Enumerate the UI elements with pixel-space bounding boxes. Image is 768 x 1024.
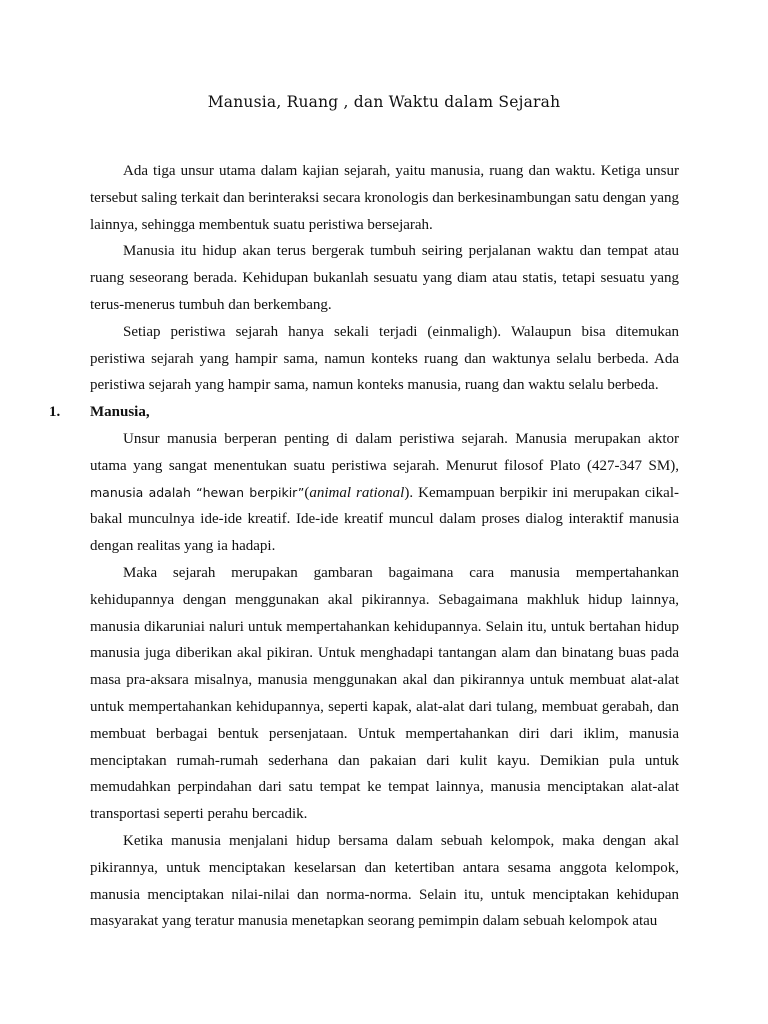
document-body <box>49 158 679 935</box>
section1-paragraph-3: Ketika manusia menjalani hidup bersama dalam sebuah kelompok, maka dengan akal pikirannya, untuk menciptakan keselarsan dan ketertiban antara sesama anggota kelompok, manusia menciptakan nilai-nilai dan norma-norma. Selain itu, untuk menciptakan kehidupan masyarakat yang teratur manusia menetapkan seorang pemimpin dalam sebuah kelompok atau <box>90 832 679 930</box>
intro-paragraph-1: Ada tiga unsur utama dalam kajian sejarah, yaitu manusia, ruang dan waktu. Ketiga unsur tersebut saling terkait dan berinteraksi secara kronologis dan berkesinambungan satu dengan yang lainnya, sehingga membentuk suatu peristiwa bersejarah. <box>90 163 679 233</box>
section-heading-manusia <box>49 399 679 426</box>
section-heading-text: Manusia, <box>90 404 150 421</box>
section1-paragraph-1-continued: ). Kemampuan berpikir ini merupakan cikal-bakal munculnya ide-ide kreatif. Ide-ide kreatif muncul dalam proses dialog interaktif manusia dengan realitas yang ia hadapi. <box>90 484 679 555</box>
section1-paragraph-1: Unsur manusia berperan penting di dalam peristiwa sejarah. Manusia merupakan aktor utama yang sangat menentukan suatu peristiwa sejarah. Menurut filosof Plato (427-347 SM), manusia adalah “hewan berpikir”(animal rational). Kemampuan berpikir ini merupakan cikal-bakal munculnya ide-ide kreatif. Ide-ide kreatif muncul dalam proses dialog interaktif manusia dengan realitas yang ia hadapi. <box>90 430 679 555</box>
intro-paragraph-2: Manusia itu hidup akan terus bergerak tumbuh seiring perjalanan waktu dan tempat atau ruang seseorang berada. Kehidupan bukanlah sesuatu yang diam atau statis, tetapi sesuatu yang terus-menerus tumbuh dan berkembang. <box>90 243 679 313</box>
section-number: 1. <box>49 404 61 421</box>
section1-paragraph-2: Maka sejarah merupakan gambaran bagaimana cara manusia mempertahankan kehidupannya dengan menggunakan akal pikirannya. Sebagaimana makhluk hidup lainnya, manusia dikaruniai naluri untuk mempertahankan kehidupannya. Selain itu, untuk bertahan hidup manusia juga diberikan akal pikiran. Untuk menghadapi tantangan alam dan binatang buas pada masa pra-aksara misalnya, manusia menggunakan akal dan pikirannya untuk membuat alat-alat untuk mempertahankan kehidupannya, seperti kapak, alat-alat dari tulang, membuat gerabah, dan membuat berbagai bentuk persenjataan. Untuk mempertahankan diri dari iklim, manusia menciptakan rumah-rumah sederhana dan pakaian dari kulit kayu. Demikian pula untuk memudahkan perpindahan dari satu tempat ke tempat lainnya, manusia menciptakan alat-alat transportasi seperti perahu bercadik. <box>90 564 679 823</box>
section1-paragraph-1-text: Unsur manusia berperan penting di dalam peristiwa sejarah. Manusia merupakan aktor utama yang sangat menentukan suatu peristiwa sejarah. Menurut filosof Plato (427-347 SM), <box>90 430 679 474</box>
latin-term: animal rational <box>309 484 405 501</box>
document-title: Manusia, Ruang , dan Waktu dalam Sejarah <box>207 93 561 111</box>
intro-paragraph-3: Setiap peristiwa sejarah hanya sekali terjadi (einmaligh). Walaupun bisa ditemukan peristiwa sejarah yang hampir sama, namun konteks ruang dan waktunya selalu berbeda. Ada peristiwa sejarah yang hampir sama, namun konteks manusia, ruang dan waktu selalu berbeda. <box>90 323 679 394</box>
plato-quote: manusia adalah “hewan berpikir” <box>90 484 305 500</box>
